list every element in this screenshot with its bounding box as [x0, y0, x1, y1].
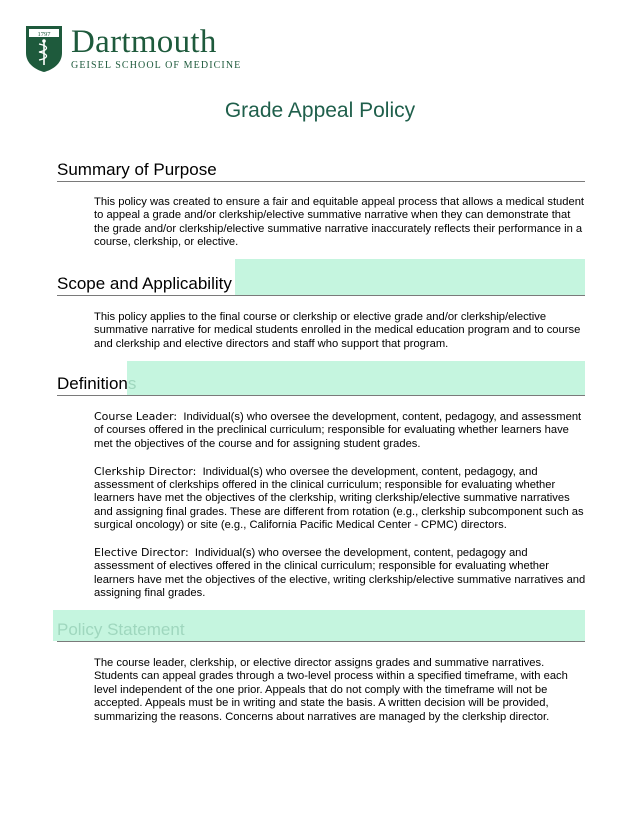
definition-text: Individual(s) who oversee the development, content, pedagogy, and assessment of courses offered in the preclinical curriculum; responsible for evaluating whether learners have met the objectives of the course and for assigning student grades. — [94, 411, 582, 450]
section-heading-policy: Policy Statement — [57, 619, 585, 642]
page-title: Grade Appeal Policy — [224, 99, 416, 122]
definition-clerkship-director — [94, 465, 586, 533]
section-heading-summary: Summary of Purpose — [57, 159, 585, 182]
definition-text: Individual(s) who oversee the development, content, pedagogy, and assessment of clerkships offered in the clinical curriculum; responsible for evaluating whether learners have met the objectives of the clerkship, writing clerkship/elective summative narratives and assigning final grades. These are different from rotation (e.g., clerkship subcomponent such as surgical oncology) or site (e.g., California Pacific Medical Center - CPMC) directors. — [94, 465, 584, 532]
definition-term: Course Leader: — [94, 410, 178, 423]
definition-term: Clerkship Director: — [94, 464, 197, 478]
section-heading-scope: Scope and Applicability — [57, 273, 585, 296]
definition-term: Elective Director: — [94, 546, 189, 560]
definition-text: Individual(s) who oversee the development, content, pedagogy and assessment of electives offered in the clinical curriculum; responsible for evaluating whether learners have met the objectives of the elective, writing clerkship/elective summative narratives and assigning final grades. — [94, 547, 586, 600]
definitions-heading-tail: s — [127, 374, 137, 393]
definitions-heading-main: Definition — [57, 374, 128, 393]
scope-paragraph — [94, 311, 586, 365]
logo-name: Dartmouth — [71, 24, 217, 60]
logo-subtitle: GEISEL SCHOOL OF MEDICINE — [71, 60, 242, 71]
logo-year: 1797 — [37, 31, 51, 38]
section-heading-definitions — [57, 373, 585, 396]
shield-icon — [25, 25, 63, 73]
summary-text: This policy was created to ensure a fair and equitable appeal process that allows a medical student to appeal a grade and/or clerkship/elective summative narrative when they can demonstrate that the grade and/or clerkship/elective summative narrative inaccurately reflects their performance in a course, clerkship, or elective. — [94, 196, 585, 249]
scope-text: This policy applies to the final course or clerkship or elective grade and/or clerkship/elective summative narrative for medical students enrolled in the medical education program and to course and clerkship and elective directors and staff who support that program. — [94, 311, 581, 350]
definitions-list — [94, 410, 586, 614]
policy-paragraph — [94, 657, 586, 737]
definition-course-leader — [94, 410, 586, 451]
summary-paragraph — [94, 196, 586, 263]
definition-elective-director — [94, 546, 586, 601]
policy-text: The course leader, clerkship, or elective director assigns grades and summative narratives. Students can appeal grades through a two-level process within a specified timeframe, with each level independent of the one prior. Appeals that do not comply with the timeframe will not be accepted. Appeals must be in writing and state the basis. A written decision will be provided, summarizing the reasons. Concerns about narratives are managed by the clerkship director. — [94, 657, 568, 723]
dartmouth-geisel-logo — [25, 25, 241, 73]
